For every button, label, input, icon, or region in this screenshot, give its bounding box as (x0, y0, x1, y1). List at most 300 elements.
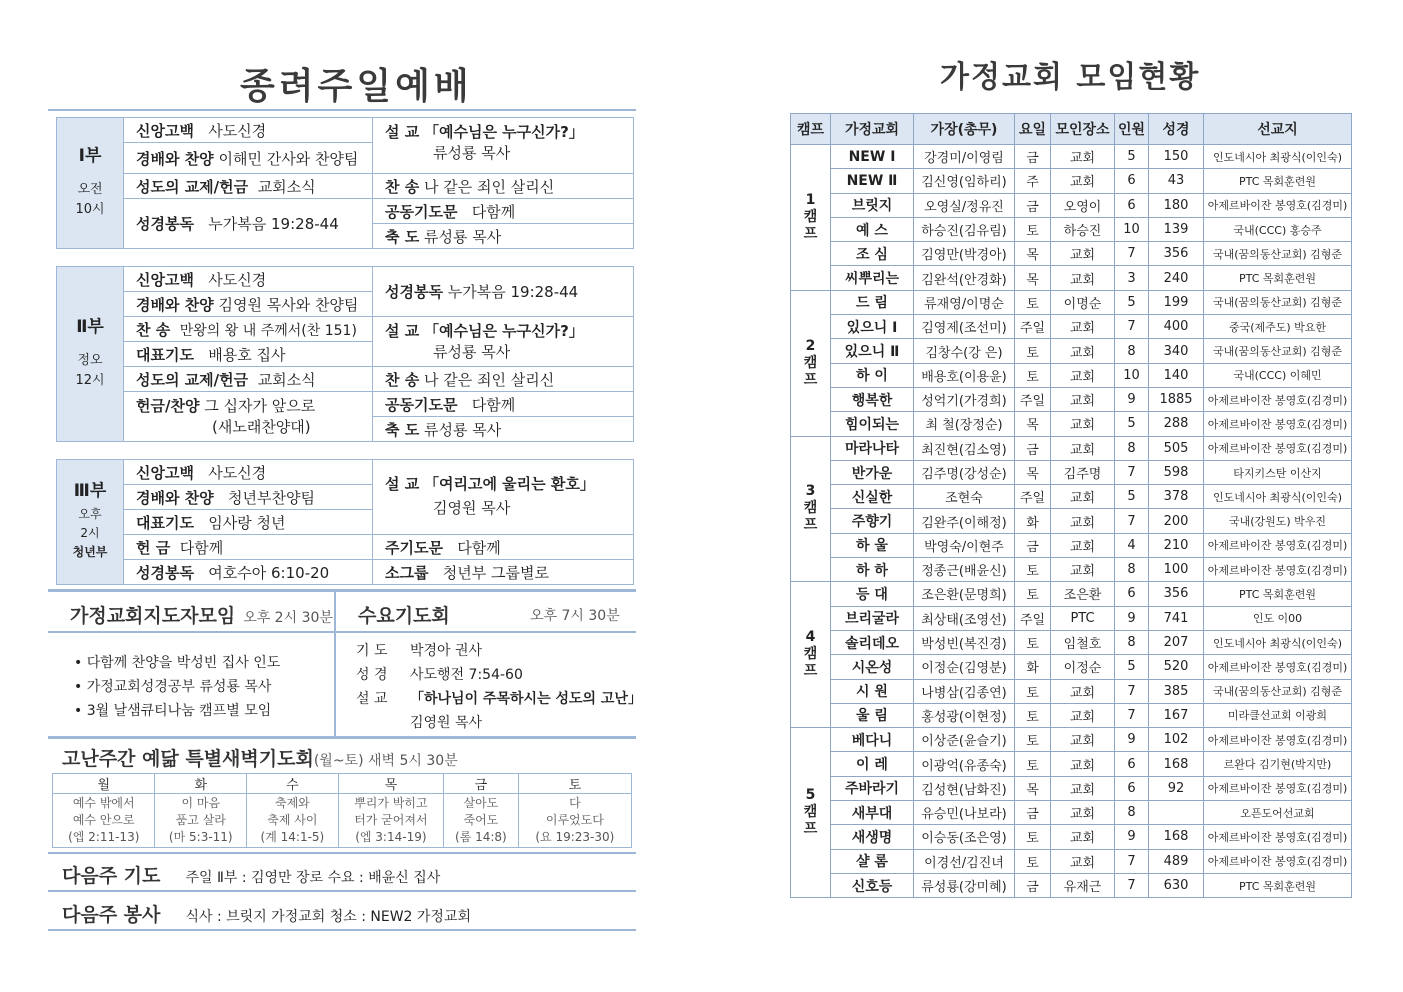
day-cell: 이 마음 품고 살라 (마 5:3-11) (155, 794, 247, 848)
day-header: 목 (338, 774, 443, 794)
meeting-place: 교회 (1051, 558, 1115, 582)
mission-field: 아제르바이잔 봉영호(김경미) (1204, 776, 1352, 800)
house-church-name: NEW Ⅱ (831, 169, 914, 193)
table-row (791, 509, 1352, 533)
bible-count: 92 (1149, 776, 1204, 800)
meeting-place: 교회 (1051, 703, 1115, 727)
bible-count: 741 (1149, 606, 1204, 630)
meeting-place: PTC (1051, 606, 1115, 630)
mission-field: 미라클선교회 이광희 (1204, 703, 1352, 727)
house-church-name: 드 림 (831, 290, 914, 314)
item-value: 다함께 (471, 395, 516, 414)
mission-field: 르완다 김기현(박지만) (1204, 752, 1352, 776)
member-count: 6 (1115, 776, 1149, 800)
leader-name: 이광억(유종숙) (914, 752, 1015, 776)
bible-count: 199 (1149, 290, 1204, 314)
bible-count: 150 (1149, 145, 1204, 169)
dawn-prayer-heading (62, 744, 458, 771)
mission-field: PTC 목회훈련원 (1204, 873, 1352, 897)
item-value: (새노래찬양대) (212, 418, 311, 436)
member-count: 7 (1115, 873, 1149, 897)
house-church-name: 주바라기 (831, 776, 914, 800)
meeting-place: 교회 (1051, 801, 1115, 825)
meeting-day: 금 (1015, 193, 1051, 217)
item-label: 공동기도문 (385, 202, 458, 221)
leader-name: 정종근(배윤신) (914, 558, 1015, 582)
day-header: 금 (444, 774, 519, 794)
bible-count: 210 (1149, 533, 1204, 557)
house-church-name: 울 림 (831, 703, 914, 727)
column-header: 가장(총무) (914, 114, 1015, 145)
meeting-place: 오영이 (1051, 193, 1115, 217)
table-row (791, 460, 1352, 484)
meeting-day: 토 (1015, 217, 1051, 241)
house-church-name: 브릿지 (831, 193, 914, 217)
meeting-day: 목 (1015, 266, 1051, 290)
list-item: • 3월 날샘큐티나눔 캠프별 모임 (74, 703, 272, 719)
bible-count: 378 (1149, 485, 1204, 509)
item-label: 성도의 교제/헌금 (136, 177, 249, 196)
table-row (791, 825, 1352, 849)
mission-field: 인도네시아 최광식(이인숙) (1204, 630, 1352, 654)
item-value: 청년부 그룹별로 (442, 563, 549, 582)
leader-name: 김창수(강 은) (914, 339, 1015, 363)
meeting-place: 이정순 (1051, 655, 1115, 679)
item-label: 대표기도 (136, 345, 194, 364)
column-header: 선교지 (1204, 114, 1352, 145)
meeting-place: 교회 (1051, 533, 1115, 557)
mission-field: 아제르바이잔 봉영호(김경미) (1204, 655, 1352, 679)
item-value: 배용호 집사 (208, 345, 286, 364)
member-count: 7 (1115, 460, 1149, 484)
house-church-name: 베다니 (831, 728, 914, 752)
day-header: 월 (53, 774, 155, 794)
member-count: 8 (1115, 436, 1149, 460)
item-value: 누가복음 19:28-44 (208, 215, 339, 233)
column-header: 캠프 (791, 114, 831, 145)
leader-name: 하승진(김유림) (914, 217, 1015, 241)
next-week-service (62, 900, 471, 927)
leader-name: 김영제(조선미) (914, 315, 1015, 339)
meeting-day: 주일 (1015, 315, 1051, 339)
table-row (791, 290, 1352, 314)
item-label: 찬 송 (136, 320, 171, 339)
meeting-place: 교회 (1051, 485, 1115, 509)
meeting-day: 목 (1015, 412, 1051, 436)
item-value: 나 같은 죄인 살리신 (423, 370, 555, 389)
leader-name: 배용호(이용윤) (914, 363, 1015, 387)
day-cell: 다 이루었도다 (요 19:23-30) (518, 794, 631, 848)
next-service-text: 식사 : 브릿지 가정교회 청소 : NEW2 가정교회 (185, 909, 471, 925)
item-value: 청년부찬양팀 (228, 488, 315, 507)
sermon-title: 「예수님은 누구신가?」 (423, 322, 584, 340)
leader-name: 최 철(장정순) (914, 412, 1015, 436)
table-row (791, 145, 1352, 169)
item-value: 그 십자가 앞으로 (204, 397, 316, 415)
camp-label: 5 캠 프 (791, 728, 831, 898)
table-row (791, 728, 1352, 752)
table-row (791, 558, 1352, 582)
bible-count (1149, 801, 1204, 825)
item-label: 성경봉독 (136, 215, 194, 233)
table-row (791, 582, 1352, 606)
house-church-name: 있으니 Ⅰ (831, 315, 914, 339)
mission-field: 중국(제주도) 박요한 (1204, 315, 1352, 339)
leader-name: 홍성광(이현정) (914, 703, 1015, 727)
mission-field: 국내(CCC) 홍승주 (1204, 217, 1352, 241)
mission-field: 아제르바이잔 봉영호(김경미) (1204, 558, 1352, 582)
bible-count: 168 (1149, 825, 1204, 849)
meeting-day: 토 (1015, 363, 1051, 387)
mission-field: 인도 이00 (1204, 606, 1352, 630)
service-3-hour: 2시 (80, 526, 100, 540)
leader-name: 류성룡(강미혜) (914, 873, 1015, 897)
camp-label: 1 캠 프 (791, 145, 831, 291)
meeting-place: 교회 (1051, 825, 1115, 849)
member-count: 7 (1115, 703, 1149, 727)
day-header: 수 (247, 774, 339, 794)
member-count: 9 (1115, 606, 1149, 630)
table-row (791, 363, 1352, 387)
service-1-time: 오전 (77, 182, 103, 197)
bible-count: 140 (1149, 363, 1204, 387)
leader-name: 김신영(임하리) (914, 169, 1015, 193)
house-church-name: NEW Ⅰ (831, 145, 914, 169)
house-church-name: 시온성 (831, 655, 914, 679)
member-count: 6 (1115, 169, 1149, 193)
leader-name: 오영실/정유진 (914, 193, 1015, 217)
dawn-prayer-table (52, 773, 632, 848)
item-label: 경배와 찬양 (136, 295, 214, 314)
house-church-name: 솔리데오 (831, 630, 914, 654)
member-count: 9 (1115, 728, 1149, 752)
table-row (791, 387, 1352, 411)
meeting-day: 화 (1015, 509, 1051, 533)
bible-count: 102 (1149, 728, 1204, 752)
meeting-place: 이명순 (1051, 290, 1115, 314)
service-3-time: 오후 (78, 507, 102, 521)
next-service-title: 다음주 봉사 (62, 904, 161, 926)
meeting-place: 교회 (1051, 776, 1115, 800)
leader-name: 김완주(이해정) (914, 509, 1015, 533)
bible-count: 240 (1149, 266, 1204, 290)
bible-count: 520 (1149, 655, 1204, 679)
house-church-name: 마라나타 (831, 436, 914, 460)
list-item: • 가정교회성경공부 류성룡 목사 (74, 679, 272, 695)
meeting-day: 목 (1015, 776, 1051, 800)
house-church-table (790, 113, 1352, 898)
member-count: 8 (1115, 339, 1149, 363)
column-header: 요일 (1015, 114, 1051, 145)
member-count: 8 (1115, 630, 1149, 654)
meeting-place: 김주명 (1051, 460, 1115, 484)
meeting-place: 교회 (1051, 315, 1115, 339)
day-header: 화 (155, 774, 247, 794)
member-count: 5 (1115, 290, 1149, 314)
bible-count: 180 (1149, 193, 1204, 217)
item-label: 경배와 찬양 (136, 488, 214, 507)
item-label: 성경봉독 (136, 563, 194, 582)
wednesday-time: 오후 7시 30분 (530, 608, 620, 624)
mission-field: 아제르바이잔 봉영호(김경미) (1204, 387, 1352, 411)
item-label: 설 교 (385, 474, 420, 493)
house-church-name: 시 원 (831, 679, 914, 703)
item-label: 성경봉독 (385, 283, 443, 301)
leader-name: 조은환(문명희) (914, 582, 1015, 606)
member-count: 7 (1115, 679, 1149, 703)
leaders-meeting-title (70, 601, 333, 628)
table-row (791, 242, 1352, 266)
camp-label: 3 캠 프 (791, 436, 831, 582)
meeting-place: 임철호 (1051, 630, 1115, 654)
column-header: 인원 (1115, 114, 1149, 145)
meeting-day: 주일 (1015, 387, 1051, 411)
service-1-hour: 10시 (75, 202, 105, 217)
meeting-place: 교회 (1051, 436, 1115, 460)
meeting-day: 화 (1015, 655, 1051, 679)
item-value: 김영원 목사와 찬양팀 (218, 295, 359, 314)
table-row (791, 801, 1352, 825)
leader-name: 박성빈(복진경) (914, 630, 1015, 654)
house-church-name: 새생명 (831, 825, 914, 849)
bible-count: 340 (1149, 339, 1204, 363)
house-church-name: 이 레 (831, 752, 914, 776)
leader-name: 유승민(나보라) (914, 801, 1015, 825)
meeting-place: 교회 (1051, 387, 1115, 411)
meeting-place: 유재근 (1051, 873, 1115, 897)
bible-count: 200 (1149, 509, 1204, 533)
list-item: • 다함께 찬양을 박성빈 집사 인도 (74, 655, 281, 671)
meeting-place: 교회 (1051, 242, 1115, 266)
meeting-day: 금 (1015, 436, 1051, 460)
mission-field: 인도네시아 최광식(이인숙) (1204, 485, 1352, 509)
item-label: 공동기도문 (385, 395, 458, 414)
item-value: 사도신경 (208, 270, 267, 289)
item-label: 설 교 (385, 322, 420, 340)
leader-name: 조현숙 (914, 485, 1015, 509)
bible-count: 167 (1149, 703, 1204, 727)
house-church-name: 힘이되는 (831, 412, 914, 436)
table-row (791, 679, 1352, 703)
item-value: 교회소식 (257, 370, 316, 389)
table-row (791, 849, 1352, 873)
bible-count: 356 (1149, 582, 1204, 606)
item-label: 성도의 교제/헌금 (136, 370, 249, 389)
mission-field: PTC 목회훈련원 (1204, 169, 1352, 193)
house-church-name: 등 대 (831, 582, 914, 606)
service-1-head: Ⅰ부 (78, 146, 102, 166)
item-label: 찬 송 (385, 370, 420, 389)
mission-field: 국내(CCC) 이혜민 (1204, 363, 1352, 387)
item-label: 소그룹 (385, 563, 429, 582)
mission-field: 타지키스탄 이산지 (1204, 460, 1352, 484)
bible-count: 207 (1149, 630, 1204, 654)
sermon-title: 「여리고에 울리는 환호」 (423, 474, 595, 493)
table-row (791, 776, 1352, 800)
item-label: 헌금/찬양 (136, 397, 200, 415)
meeting-day: 금 (1015, 145, 1051, 169)
item-label: 신앙고백 (136, 270, 194, 289)
meeting-day: 금 (1015, 801, 1051, 825)
leader-name: 성억기(가경희) (914, 387, 1015, 411)
item-label: 경배와 찬양 (136, 149, 214, 168)
mission-field: 아제르바이잔 봉영호(김경미) (1204, 728, 1352, 752)
item-value: 사도신경 (208, 463, 267, 482)
meeting-day: 금 (1015, 873, 1051, 897)
member-count: 5 (1115, 655, 1149, 679)
member-count: 7 (1115, 849, 1149, 873)
item-label: 축 도 (385, 420, 420, 439)
member-count: 5 (1115, 412, 1149, 436)
meeting-day: 목 (1015, 460, 1051, 484)
leader-name: 이경선/김진녀 (914, 849, 1015, 873)
meeting-place: 교회 (1051, 169, 1115, 193)
member-count: 6 (1115, 752, 1149, 776)
member-count: 9 (1115, 387, 1149, 411)
wednesday-prayer-title: 수요기도회 (358, 605, 450, 627)
leaders-time: 오후 2시 30분 (243, 610, 333, 626)
table-row (791, 873, 1352, 897)
item-value: 나 같은 죄인 살리신 (423, 177, 555, 196)
bible-count: 43 (1149, 169, 1204, 193)
member-count: 5 (1115, 485, 1149, 509)
mission-field: 오픈도어선교회 (1204, 801, 1352, 825)
meeting-place: 교회 (1051, 728, 1115, 752)
meeting-place: 교회 (1051, 752, 1115, 776)
meeting-day: 토 (1015, 630, 1051, 654)
service-2-table (56, 266, 634, 442)
house-church-name: 있으니 Ⅱ (831, 339, 914, 363)
mission-field: 인도네시아 최광식(이인숙) (1204, 145, 1352, 169)
member-count: 7 (1115, 509, 1149, 533)
mission-field: 아제르바이잔 봉영호(김경미) (1204, 849, 1352, 873)
meeting-day: 토 (1015, 825, 1051, 849)
item-value: 류성룡 목사 (433, 343, 511, 361)
item-value: 다함께 (471, 202, 516, 221)
item-label: 신앙고백 (136, 463, 194, 482)
table-row (791, 339, 1352, 363)
item-value: 김영원 목사 (410, 715, 483, 731)
bible-count: 1885 (1149, 387, 1204, 411)
table-row (791, 217, 1352, 241)
table-row (791, 630, 1352, 654)
next-week-prayer (62, 861, 440, 888)
service-2-head: Ⅱ부 (76, 317, 104, 337)
item-value: 사도행전 7:54-60 (410, 667, 523, 683)
table-row (791, 436, 1352, 460)
member-count: 10 (1115, 217, 1149, 241)
bible-count: 356 (1149, 242, 1204, 266)
day-cell: 뿌리가 박히고 터가 굳어져서 (엡 3:14-19) (338, 794, 443, 848)
table-row (791, 533, 1352, 557)
service-3-table (56, 459, 634, 585)
mission-field: 국내(강원도) 박우진 (1204, 509, 1352, 533)
leader-name: 강경미/이영림 (914, 145, 1015, 169)
meeting-day: 주 (1015, 169, 1051, 193)
item-value: 누가복음 19:28-44 (447, 283, 579, 301)
item-label: 대표기도 (136, 513, 194, 532)
item-value: 교회소식 (257, 177, 316, 196)
table-row (791, 315, 1352, 339)
member-count: 3 (1115, 266, 1149, 290)
item-value: 임사랑 청년 (208, 513, 286, 532)
member-count: 6 (1115, 582, 1149, 606)
meeting-place: 교회 (1051, 145, 1115, 169)
item-label: 성 경 (356, 667, 388, 683)
mission-field: 아제르바이잔 봉영호(김경미) (1204, 825, 1352, 849)
table-row (791, 485, 1352, 509)
mission-field: 국내(꿈의동산교회) 김형준 (1204, 242, 1352, 266)
item-value: 여호수아 6:10-20 (208, 563, 330, 582)
column-header: 모인장소 (1051, 114, 1115, 145)
item-value: 다함께 (457, 538, 501, 557)
day-cell: 살아도 죽어도 (롬 14:8) (444, 794, 519, 848)
leader-name: 김영만(박경아) (914, 242, 1015, 266)
bible-count: 505 (1149, 436, 1204, 460)
camp-label: 4 캠 프 (791, 582, 831, 728)
leader-name: 최상태(조영선) (914, 606, 1015, 630)
table-row (791, 169, 1352, 193)
item-value: 박경아 권사 (410, 643, 483, 659)
meeting-place: 교회 (1051, 412, 1115, 436)
meeting-day: 토 (1015, 679, 1051, 703)
item-label: 설 교 (385, 123, 420, 141)
service-2-time: 정오 (77, 353, 103, 368)
table-row (791, 752, 1352, 776)
leader-name: 이정순(김영분) (914, 655, 1015, 679)
leader-name: 김성현(남화진) (914, 776, 1015, 800)
item-value: 만왕의 왕 내 주께서(찬 151) (179, 322, 357, 339)
meeting-day: 금 (1015, 533, 1051, 557)
item-value: 류성룡 목사 (433, 144, 511, 162)
service-2-hour: 12시 (75, 373, 105, 388)
meeting-day: 토 (1015, 582, 1051, 606)
item-value: 다함께 (179, 538, 224, 557)
right-page-title: 가정교회 모임현황 (940, 60, 1201, 95)
table-row (791, 606, 1352, 630)
house-church-name: 신호등 (831, 873, 914, 897)
member-count: 4 (1115, 533, 1149, 557)
meeting-day: 토 (1015, 728, 1051, 752)
house-church-name: 주향기 (831, 509, 914, 533)
item-label: 신앙고백 (136, 121, 194, 140)
house-church-name: 신실한 (831, 485, 914, 509)
meeting-place: 교회 (1051, 509, 1115, 533)
bible-count: 100 (1149, 558, 1204, 582)
house-church-name: 하 울 (831, 533, 914, 557)
column-header: 가정교회 (831, 114, 914, 145)
next-prayer-title: 다음주 기도 (62, 865, 161, 887)
house-church-name: 하 하 (831, 558, 914, 582)
item-value: 김영원 목사 (433, 498, 511, 517)
meeting-place: 교회 (1051, 339, 1115, 363)
meeting-day: 토 (1015, 752, 1051, 776)
leader-name: 박영숙/이현주 (914, 533, 1015, 557)
day-cell: 예수 밖에서 예수 안으로 (엡 2:11-13) (53, 794, 155, 848)
bible-count: 168 (1149, 752, 1204, 776)
house-church-name: 예 스 (831, 217, 914, 241)
meeting-place: 교회 (1051, 266, 1115, 290)
mission-field: 아제르바이잔 봉영호(김경미) (1204, 533, 1352, 557)
bible-count: 598 (1149, 460, 1204, 484)
meeting-place: 교회 (1051, 679, 1115, 703)
table-row (791, 703, 1352, 727)
meeting-place: 하승진 (1051, 217, 1115, 241)
meeting-day: 토 (1015, 290, 1051, 314)
day-header: 토 (518, 774, 631, 794)
house-church-name: 새부대 (831, 801, 914, 825)
meeting-place: 교회 (1051, 849, 1115, 873)
